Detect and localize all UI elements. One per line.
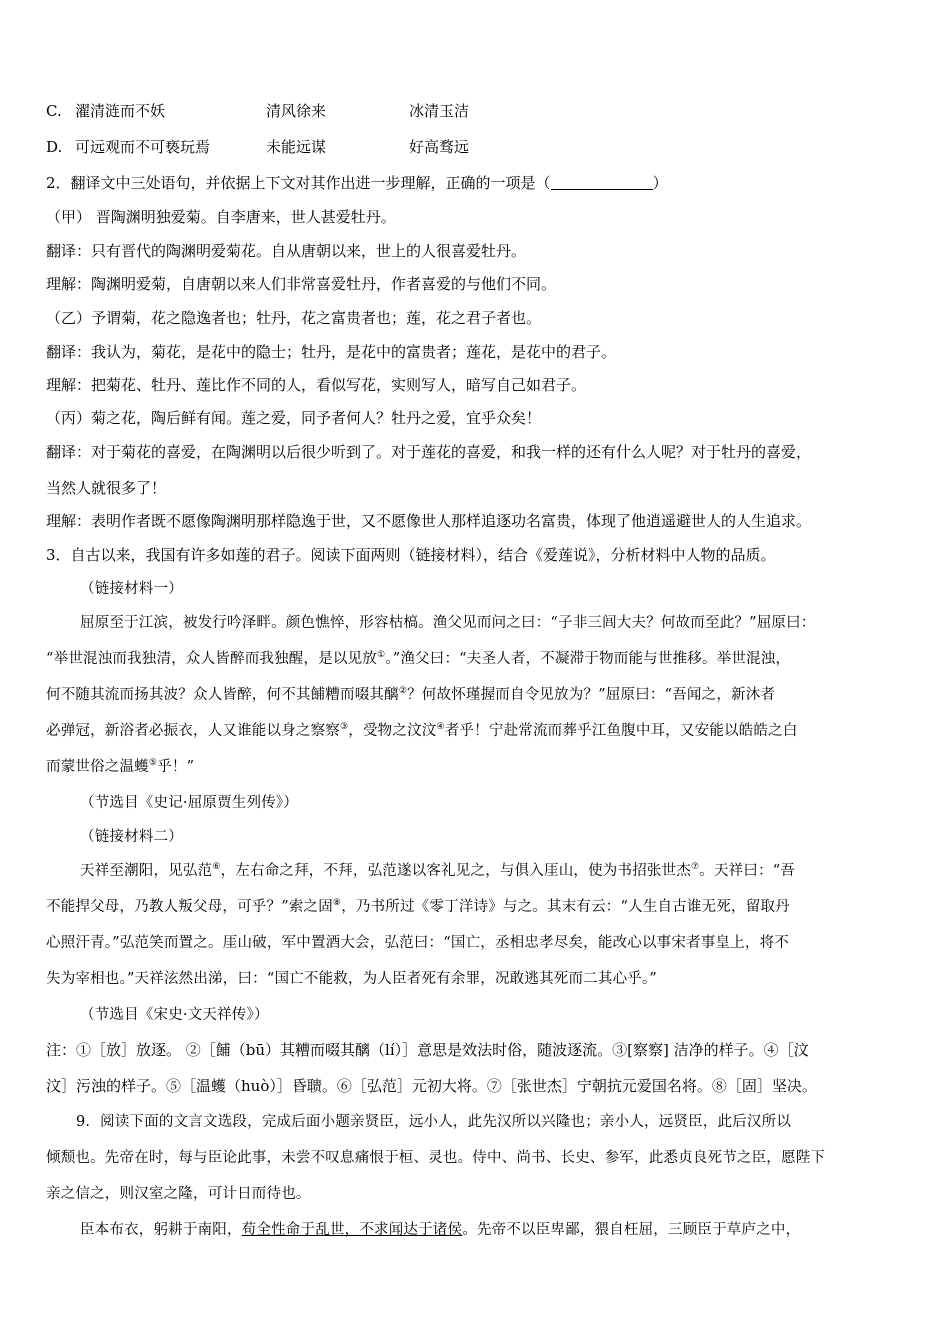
material-1-title: （链接材料一）: [80, 581, 183, 597]
option-c-label: C.: [46, 102, 62, 120]
q2-bing-understanding: 理解：表明作者既不愿像陶渊明那样隐逸于世，又不愿像世人那样追逐功名富贵，体现了他逍遥避世人的人生追求。: [46, 512, 812, 530]
notes-line-2: 汶］污浊的样子。⑤［温蠖（huò）］昏聩。⑥［弘范］元初大将。⑦［张世杰］宁朝抗元爱国名将。⑧［固］坚决。: [46, 1077, 817, 1095]
q2-jia-translation: 翻译：只有晋代的陶渊明爱菊花。自从唐朝以来，世上的人很喜爱牡丹。: [46, 242, 527, 260]
material-2-line-3: 心照汗青。”弘范笑而置之。厓山破，军中置酒大会，弘范曰：“国亡，丞相忠孝尽矣，能改心以事宋者事皇上，将不: [46, 935, 789, 951]
answer-blank[interactable]: [551, 175, 653, 190]
q2-bing-translation-2: 当然人就很多了！: [46, 479, 167, 497]
q2-bing-translation-1: 翻译：对于菊花的喜爱，在陶渊明以后很少听到了。对于莲花的喜爱，和我一样的还有什么人呢？对于牡丹的喜爱，: [46, 443, 812, 461]
option-c-a: 濯清涟而不妖: [75, 102, 166, 120]
notes-line-1: 注：①［放］放逐。 ②［餔（bū）其糟而啜其醨（lí）］意思是效法时俗，随波逐流。③[察察] 洁净的样子。④［汶: [46, 1041, 809, 1059]
material-2-title: （链接材料二）: [80, 829, 183, 845]
q3-stem: 3．自古以来，我国有许多如莲的君子。阅读下面两则（链接材料），结合《爱莲说》，分析材料中人物的品质。: [46, 546, 776, 564]
option-d-b: 未能远谋: [266, 138, 327, 156]
material-2-line-1: 天祥至潮阳，见弘范⑥，左右命之拜，不拜，弘范遂以客礼见之，与俱入厓山，使为书招张世杰⑦。天祥曰：“吾: [80, 862, 796, 879]
q9-line-3: 亲之信之，则汉室之隆，可计日而待也。: [46, 1186, 311, 1202]
q2-yi-translation: 翻译：我认为，菊花，是花中的隐士；牡丹，是花中的富贵者；莲花，是花中的君子。: [46, 343, 617, 361]
q9-line-4: 臣本布衣，躬耕于南阳，苟全性命于乱世，不求闻达于诸侯。先帝不以臣卑鄙，猥自枉屈，三顾臣于草庐之中，: [80, 1222, 801, 1238]
material-1-line-5: 而蒙世俗之温蠖⑤乎！”: [46, 758, 195, 775]
material-1-line-4: 必弹冠，新浴者必振衣，人又谁能以身之察察③，受物之汶汶④者乎！宁赴常流而葬乎江鱼腹中耳，又安能以皓皓之白: [46, 722, 798, 739]
option-d-label: D.: [46, 138, 63, 156]
option-c-c: 冰清玉洁: [409, 102, 470, 120]
q2-yi: （乙）予谓菊，花之隐逸者也；牡丹，花之富贵者也；莲，花之君子者也。: [46, 309, 542, 327]
option-c-b: 清风徐来: [266, 102, 327, 120]
q2-jia: （甲） 晋陶渊明独爱菊。自李唐来，世人甚爱牡丹。: [46, 208, 396, 226]
q2-stem: 2．翻译文中三处语句，并依据上下文对其作出进一步理解，正确的一项是（ ）: [46, 174, 668, 192]
option-d-c: 好高骛远: [409, 138, 470, 156]
material-2-line-2: 不能捍父母，乃教人叛父母，可乎？”索之固⑧，乃书所过《零丁洋诗》与之。其末有云：“人生自古谁无死，留取丹: [46, 898, 790, 915]
material-1-line-2: “举世混浊而我独清，众人皆醉而我独醒，是以见放①。”渔父曰：“夫圣人者，不凝滞于物而能与世推移。举世混浊，: [46, 650, 791, 667]
material-1-line-3: 何不随其流而扬其波？众人皆醉，何不其餔糟而啜其醨②？何故怀瑾握而自令见放为？”屈原曰：“吾闻之，新沐者: [46, 686, 776, 703]
underlined-sentence: 苟全性命于乱世，不求闻达于诸侯: [241, 1222, 463, 1238]
option-d-a: 可远观而不可亵玩焉: [75, 138, 211, 156]
q2-bing: （丙）菊之花，陶后鲜有闻。莲之爱，同予者何人？牡丹之爱，宜乎众矣！: [46, 409, 542, 427]
material-1-line-1: 屈原至于江滨，被发行吟泽畔。颜色憔悴，形容枯槁。渔父见而问之曰：“子非三闾大夫？何故而至此？”屈原曰：: [80, 615, 816, 631]
q2-jia-understanding: 理解：陶渊明爱菊，自唐朝以来人们非常喜爱牡丹，作者喜爱的与他们不同。: [46, 275, 557, 293]
q2-yi-understanding: 理解：把菊花、牡丹、莲比作不同的人，看似写花，实则写人，暗写自己如君子。: [46, 376, 587, 394]
material-2-source: （节选目《宋史·文天祥传》）: [80, 1007, 269, 1023]
q9-line-1: 9．阅读下面的文言文选段，完成后面小题亲贤臣，远小人，此先汉所以兴隆也；亲小人，远贤臣，此后汉所以: [76, 1114, 792, 1130]
material-1-source: （节选目《史记·屈原贾生列传》）: [80, 795, 299, 811]
q9-line-2: 倾颓也。先帝在时，每与臣论此事，未尝不叹息痛恨于桓、灵也。侍中、尚书、长史、参军，此悉贞良死节之臣，愿陛下: [46, 1150, 826, 1166]
material-2-line-4: 失为宰相也。”天祥泫然出涕，曰：“国亡不能救，为人臣者死有余罪，况敢逃其死而二其心乎。”: [46, 971, 658, 987]
